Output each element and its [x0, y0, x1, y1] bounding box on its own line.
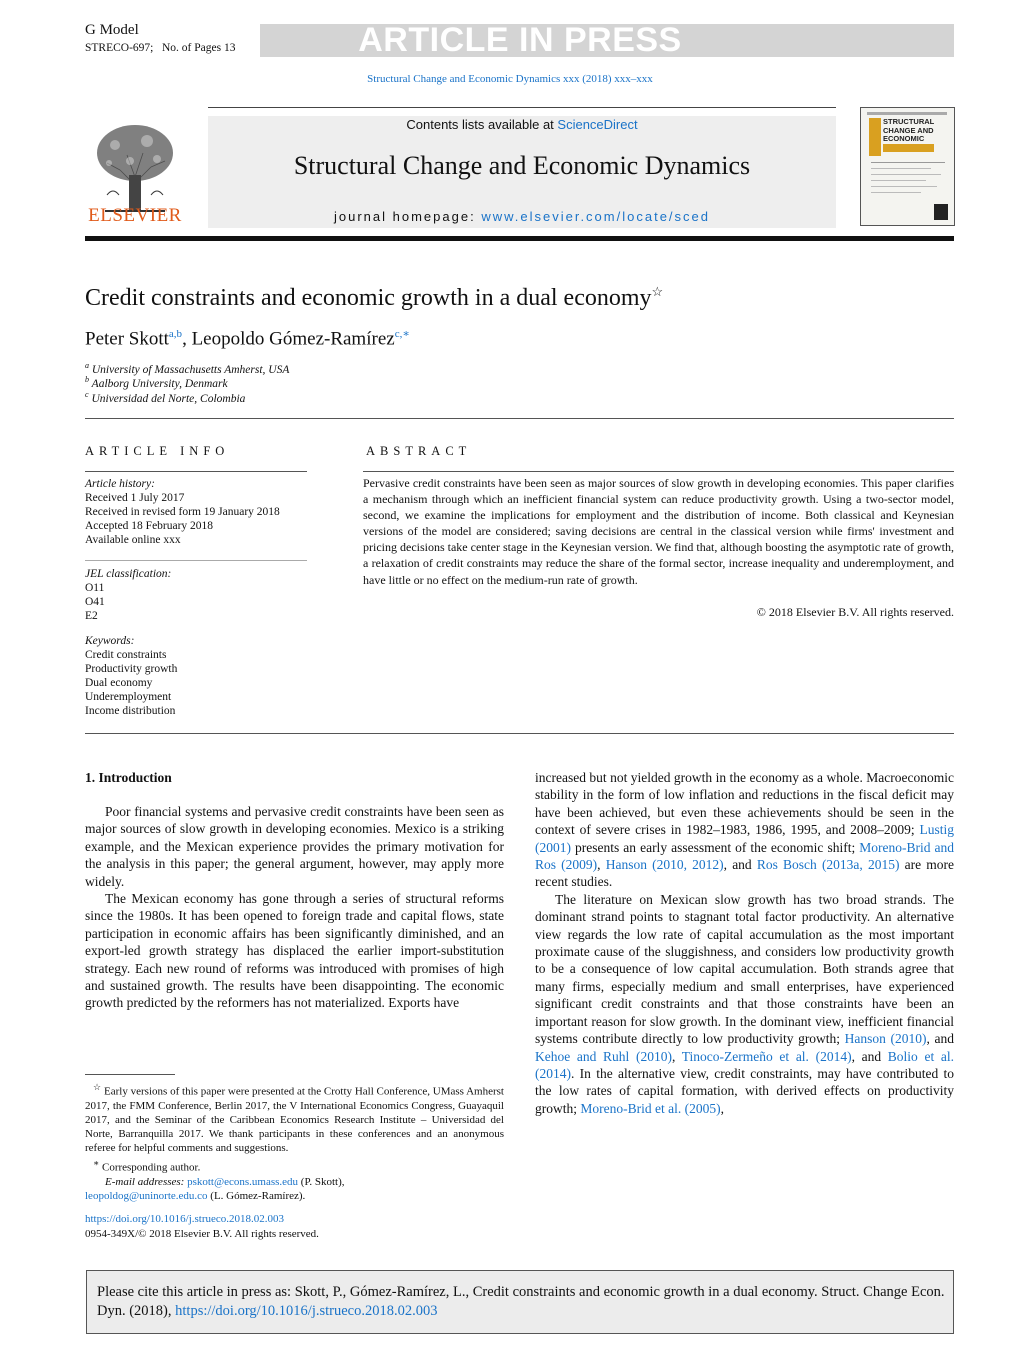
doi-block: [85, 1212, 319, 1241]
journal-cover-thumbnail[interactable]: [860, 107, 955, 226]
email-owner: (P. Skott),: [298, 1175, 345, 1188]
reference-link[interactable]: Ros Bosch (2013a, 2015): [756, 857, 900, 873]
paragraph-text: ,: [597, 857, 606, 873]
article-history: [85, 477, 280, 547]
affiliation: [85, 361, 289, 376]
title-footnote-mark[interactable]: ☆: [651, 284, 664, 299]
abstract-copyright: © 2018 Elsevier B.V. All rights reserved.: [756, 605, 954, 619]
history-item: Received 1 July 2017: [85, 492, 185, 504]
journal-homepage-line: [208, 209, 836, 224]
cover-publisher-mark: [934, 204, 948, 220]
homepage-label: journal homepage:: [334, 209, 482, 224]
citation-doi-link[interactable]: https://doi.org/10.1016/j.strueco.2018.02.003: [175, 1303, 438, 1319]
cover-rule: [871, 174, 941, 175]
keyword: Productivity growth: [85, 663, 178, 675]
history-item: Available online xxx: [85, 534, 181, 546]
author-affil-mark[interactable]: a,b: [168, 328, 183, 340]
paragraph-text: ,: [720, 1100, 724, 1116]
paragraph-text: The literature on Mexican slow growth has two broad strands. The dominant strand points to stagnant total factor productivity. An alternative view regards the low rate of capital accumulation as the most important proximate cause of the sluggishness, and considers low productivity growth to be a consequence of low capital accumulation. Both strands agree that many firms, especially medium and small enterprises, have experienced significant credit constraints and that those constraints have been an important reason for slow growth. In the dominant view, inefficient financial systems contribute directly to low productivity growth;: [535, 891, 954, 1047]
masthead-rule: [208, 107, 836, 108]
doi-link[interactable]: https://doi.org/10.1016/j.strueco.2018.02.003: [85, 1213, 285, 1225]
history-item: Accepted 18 February 2018: [85, 520, 214, 532]
article-info-divider: [85, 560, 307, 561]
reference-link[interactable]: Tinoco-Zermeño et al. (2014): [681, 1048, 852, 1064]
journal-title: Structural Change and Economic Dynamics: [293, 151, 751, 180]
cover-rule: [871, 186, 937, 187]
page-count: No. of Pages 13: [162, 42, 236, 54]
abstract-text: Pervasive credit constraints have been seen as major sources of slow growth in developing economies. This paper clarifies a mechanism through which an inefficient financial system can reduce productivity growth. Using a two-sector model, second, we examine the implications for employment and the distribution of income. Both classical and Keynesian versions of the model are considered; saving decisions are central in the classical version while firms' investment and pricing decisions take center stage in the Keynesian version. We find that, although boosting the asymptotic rate of growth, a relaxation of credit constraints may reduce the share of the formal sector, increase inequality and underemployment, and have little or no effect on the medium-run rate of growth.: [363, 476, 954, 587]
g-model-label: G Model: [85, 22, 139, 38]
paragraph-text: . In the alternative view, credit constraints, may have contributed to the low rates of capital formation, with derived effects on productivity growth;: [535, 1065, 954, 1116]
body-paragraph: [535, 769, 954, 891]
body-paragraph: Poor financial systems and pervasive credit constraints have been seen as major sources of slow growth in developing economies. Mexico is a striking example, and the Mexican experience provides the primary motivation for the analysis in this paper; the general argument, however, may apply more widely.: [85, 804, 504, 889]
email-link[interactable]: leopoldog@uninorte.edu.co: [85, 1189, 208, 1202]
author-name[interactable]: Peter Skott: [85, 328, 169, 350]
keyword: Underemployment: [85, 691, 172, 703]
keyword: Credit constraints: [85, 649, 167, 661]
reference-link[interactable]: Hanson (2010, 2012): [605, 857, 724, 873]
body-paragraph: [535, 891, 954, 1117]
author-name[interactable]: Leopoldo Gómez-Ramírez: [191, 328, 395, 350]
cover-rule: [871, 162, 945, 163]
cover-title-line: CHANGE AND: [883, 125, 934, 135]
affiliation-mark: a: [85, 361, 89, 370]
keyword: Income distribution: [85, 705, 176, 717]
elsevier-wordmark: ELSEVIER: [88, 205, 182, 226]
article-title: [85, 284, 663, 312]
section-heading: 1. Introduction: [85, 770, 172, 785]
footnote-text: Corresponding author.: [101, 1161, 201, 1174]
body-paragraph: The Mexican economy has gone through a series of structural reforms since the 1980s. It has been opened to foreign trade and capital flows, state participation in economic affairs has been significantly diminished, and an export-led growth strategy has displaced the earlier import-substitution strategy. Each new round of reforms was introduced with promises of high and sustained growth. The results have been disappointing. The economic growth predicted by the reformers has not materialized. Exports have: [85, 891, 504, 1011]
keywords-label: Keywords:: [85, 635, 135, 647]
affiliation-mark: c: [85, 390, 89, 399]
footnote-corresponding: [85, 1156, 504, 1175]
reference-link[interactable]: Kehoe and Ruhl (2010): [535, 1048, 672, 1064]
issn-copyright: 0954-349X/© 2018 Elsevier B.V. All rights reserved.: [85, 1227, 319, 1240]
footnote-text: Early versions of this paper were presented at the Crotty Hall Conference, UMass Amherst 2017, the FMM Conference, Berlin 2017, the V International Economics Congress, Guayaquil 2017, and the Seminar of the Caribbean Economics Research Institute – Universidad del Norte, Barranquilla 2017. We thank participants in these conferences and an anonymous referee for helpful comments and suggestions.: [85, 1085, 504, 1155]
cover-title-line: ECONOMIC: [883, 134, 925, 143]
manuscript-number: STRECO-697;: [85, 42, 154, 54]
email-owner: (L. Gómez-Ramírez).: [207, 1189, 306, 1202]
reference-link[interactable]: Bolio et al. (2014): [535, 1048, 954, 1081]
article-info-heading: ARTICLE INFO: [85, 444, 230, 458]
cover-title-line: DYNAMICS: [883, 144, 934, 153]
jel-code: E2: [85, 610, 98, 622]
footnote-emails-cont: [85, 1189, 504, 1203]
reference-link[interactable]: Moreno-Brid et al. (2005): [580, 1100, 721, 1116]
footnote-mark: ☆: [93, 1082, 102, 1092]
affiliation-mark: b: [85, 375, 89, 384]
sciencedirect-link[interactable]: ScienceDirect: [557, 117, 638, 132]
paragraph-text: ,: [671, 1048, 682, 1064]
abstract-heading: ABSTRACT: [366, 444, 472, 458]
footnote-mark: ∗: [93, 1157, 100, 1168]
citation-body: Please cite this article in press as: Skott, P., Gómez-Ramírez, L., Credit constraints and economic growth in a dual economy. Struct. Change Econ. Dyn. (2018),: [97, 1284, 945, 1319]
masthead-thick-rule: [85, 236, 954, 241]
section-rule: [85, 733, 954, 734]
paragraph-text: , and: [926, 1031, 954, 1047]
footnote-emails: [85, 1175, 504, 1189]
elsevier-logo[interactable]: [85, 115, 185, 230]
cover-title: [883, 118, 934, 152]
email-label: E-mail addresses:: [105, 1175, 188, 1188]
contents-prefix: Contents lists available at: [406, 117, 558, 132]
citation-text: [97, 1283, 947, 1321]
contents-line: [208, 117, 836, 132]
homepage-link[interactable]: www.elsevier.com/locate/sced: [481, 209, 710, 224]
manuscript-id: [85, 42, 235, 54]
affiliation: [85, 375, 228, 390]
jel-classification: [85, 567, 171, 623]
paragraph-text: presents an early assessment of the economic shift;: [571, 839, 860, 855]
body-left-column: [85, 803, 504, 1012]
cover-rule: [871, 192, 921, 193]
cover-title-line: STRUCTURAL: [883, 117, 935, 126]
article-info-rule: [85, 471, 307, 472]
author-affil-mark[interactable]: c,∗: [394, 328, 410, 340]
article-in-press-text: ARTICLE IN PRESS: [358, 21, 682, 59]
author-list: [85, 327, 410, 350]
cover-header-bar: [867, 112, 947, 115]
footnote-rule: [85, 1074, 175, 1075]
reference-link[interactable]: Lustig (2001): [535, 822, 954, 855]
paragraph-text: , and: [723, 857, 757, 873]
reference-link[interactable]: Moreno-Brid and Ros (2009): [535, 839, 954, 873]
section-rule: [85, 418, 954, 419]
journal-citation-link[interactable]: Structural Change and Economic Dynamics xxx (2018) xxx–xxx: [367, 73, 653, 85]
affiliation-text: University of Massachusetts Amherst, USA: [91, 363, 290, 376]
footnote-star: [85, 1080, 504, 1156]
cover-rule: [871, 168, 931, 169]
body-right-column: [535, 769, 954, 1117]
cover-rule: [871, 180, 926, 181]
abstract-rule: [363, 471, 954, 472]
paragraph-text: increased but not yielded growth in the economy as a whole. Macroeconomic stability in the form of low inflation and reductions in the fiscal deficit may have been achieved, but even these achievements should be seen in the context of severe crises in 1982–1983, 1986, 1995, and 2008–2009;: [535, 770, 954, 838]
affiliation-text: Universidad del Norte, Colombia: [91, 392, 246, 405]
paragraph-text: , and: [851, 1048, 888, 1064]
keywords: [85, 634, 177, 718]
paragraph-text: are more recent studies.: [535, 857, 955, 890]
keyword: Dual economy: [85, 677, 153, 689]
email-link[interactable]: pskott@econs.umass.edu: [187, 1175, 299, 1188]
reference-link[interactable]: Hanson (2010): [844, 1031, 927, 1047]
cover-accent-stripe: [869, 118, 881, 156]
jel-label: JEL classification:: [85, 568, 172, 580]
history-label: Article history:: [85, 478, 155, 490]
jel-code: O11: [85, 582, 105, 594]
history-item: Received in revised form 19 January 2018: [85, 506, 280, 518]
footnotes: [85, 1080, 504, 1203]
affiliation-text: Aalborg University, Denmark: [91, 377, 228, 390]
affiliation: [85, 390, 245, 405]
article-title-text: Credit constraints and economic growth in a dual economy: [85, 285, 652, 311]
jel-code: O41: [85, 596, 105, 608]
author-separator: ,: [182, 328, 192, 350]
